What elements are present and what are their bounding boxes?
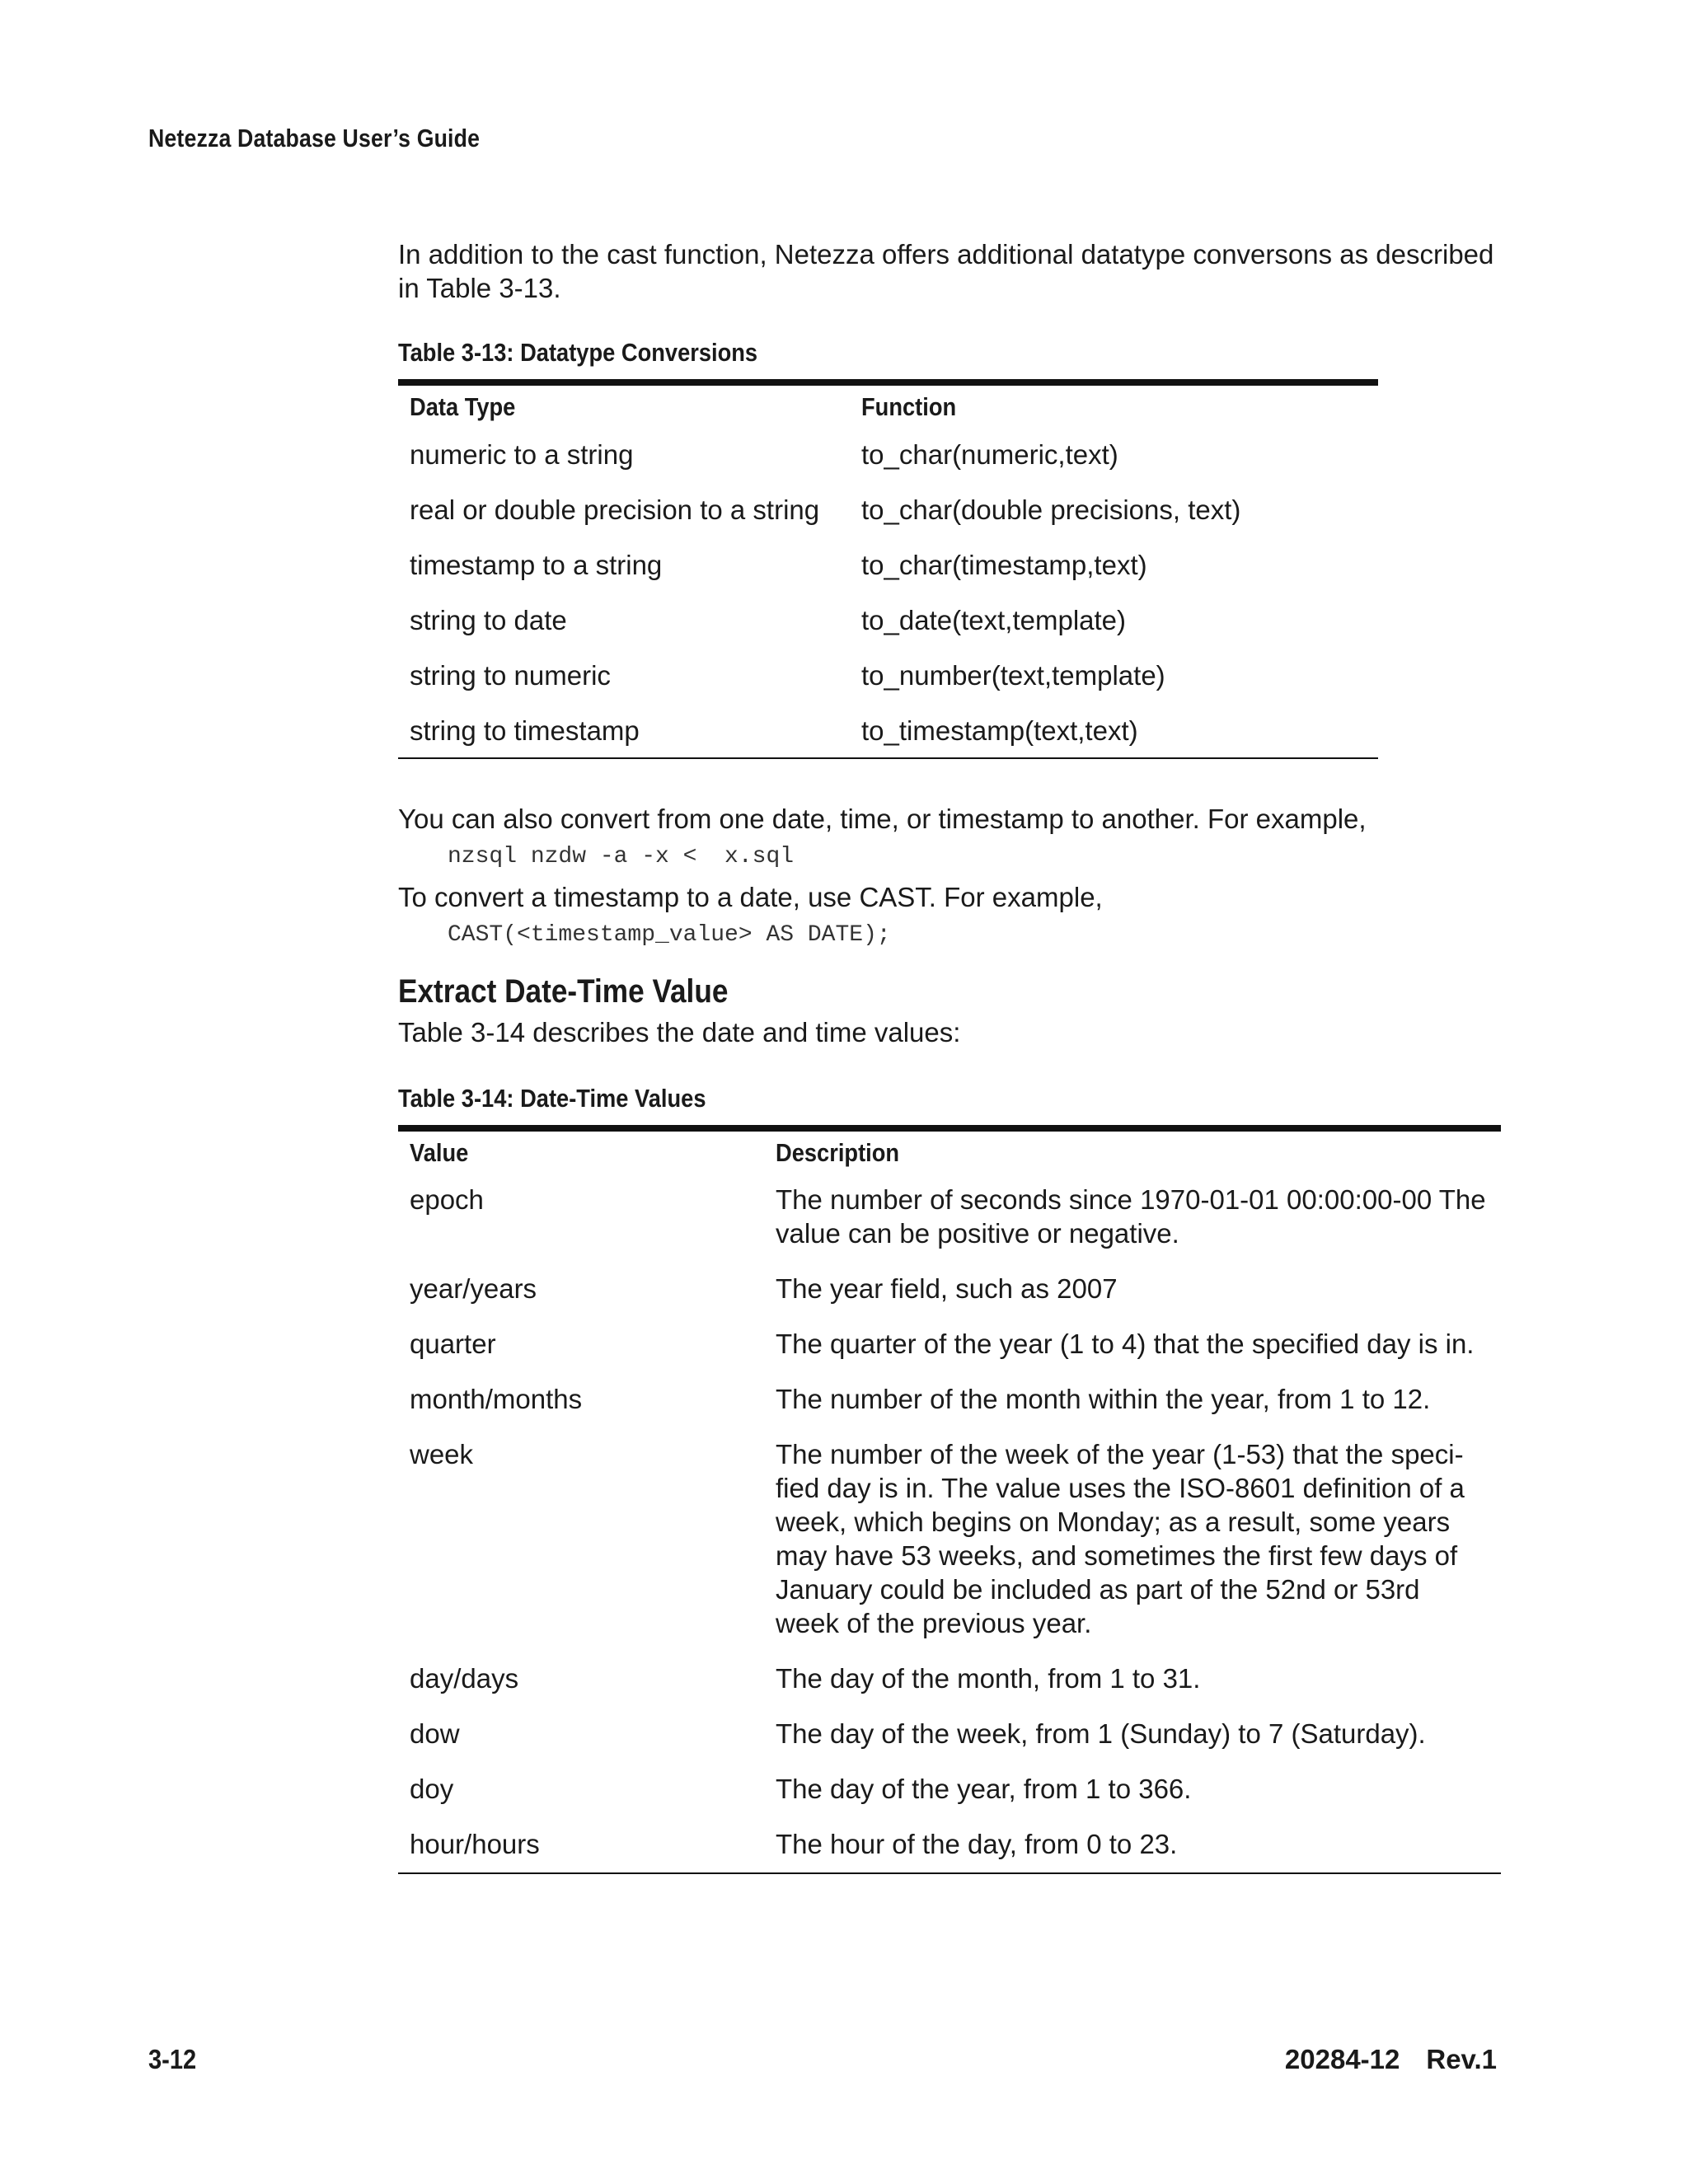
column-header-function: Function [861, 392, 957, 421]
value-cell: hour/hours [410, 1829, 540, 1859]
description-cell: The number of seconds since 1970-01-01 00:00:00-00 The value can be positive or negative. [776, 1184, 1486, 1249]
section-heading: Extract Date-Time Value [398, 973, 729, 1010]
table-row [398, 648, 1378, 703]
value-cell: dow [410, 1718, 460, 1749]
description-cell: The year field, such as 2007 [776, 1273, 1118, 1304]
code-example-nzsql: nzsql nzdw -a -x < x.sql [448, 844, 795, 869]
intro-paragraph: In addition to the cast function, Netezza offers additional datatype conversons as described in Table 3-13. [398, 239, 1494, 303]
table-row [398, 1262, 1501, 1317]
column-header-description: Description [776, 1138, 900, 1167]
table-row [398, 1317, 1501, 1372]
value-cell: quarter [410, 1329, 496, 1359]
date-time-values-table [398, 1125, 1501, 1874]
data-type-cell: string to date [410, 605, 567, 635]
table-row [398, 1762, 1501, 1817]
value-cell: epoch [410, 1184, 484, 1215]
value-cell: doy [410, 1774, 454, 1804]
value-cell: week [410, 1439, 474, 1469]
function-cell: to_char(timestamp,text) [861, 550, 1147, 580]
table-row [398, 1173, 1501, 1262]
function-cell: to_date(text,template) [861, 605, 1127, 635]
description-cell: The quarter of the year (1 to 4) that the specified day is in. [776, 1329, 1475, 1359]
section-intro: Table 3-14 describes the date and time values: [398, 1017, 961, 1047]
table-row [398, 1372, 1501, 1427]
value-cell: month/months [410, 1384, 583, 1414]
data-type-cell: string to numeric [410, 660, 611, 691]
function-cell: to_char(numeric,text) [861, 439, 1118, 470]
page-content [398, 237, 1503, 1874]
value-cell: day/days [410, 1663, 519, 1694]
convert-paragraph: You can also convert from one date, time, or timestamp to another. For example, [398, 804, 1367, 834]
revision: Rev.1 [1426, 2044, 1497, 2074]
column-header-data-type: Data Type [410, 392, 516, 421]
page-number: 3-12 [148, 2044, 197, 2074]
table-header-row [398, 1128, 1501, 1173]
data-type-cell: timestamp to a string [410, 550, 663, 580]
description-cell: The day of the year, from 1 to 366. [776, 1774, 1192, 1804]
table-14-caption: Table 3-14: Date-Time Values [398, 1084, 706, 1113]
data-type-cell: string to timestamp [410, 715, 640, 746]
data-type-cell: real or double precision to a string [410, 494, 820, 525]
datatype-conversions-table [398, 379, 1378, 759]
description-cell: The day of the week, from 1 (Sunday) to 7 (Saturday). [776, 1718, 1426, 1749]
value-cell: year/years [410, 1273, 537, 1304]
table-row [398, 1817, 1501, 1873]
doc-number: 20284-12 [1284, 2044, 1400, 2074]
table-row [398, 593, 1378, 648]
running-header: Netezza Database User’s Guide [148, 124, 481, 152]
description-cell: The day of the month, from 1 to 31. [776, 1663, 1201, 1694]
table-row [398, 703, 1378, 758]
table-13-caption: Table 3-13: Datatype Conversions [398, 338, 758, 367]
table-row [398, 1427, 1501, 1652]
function-cell: to_number(text,template) [861, 660, 1165, 691]
description-cell: The hour of the day, from 0 to 23. [776, 1829, 1178, 1859]
table-row [398, 1707, 1501, 1762]
function-cell: to_char(double precisions, text) [861, 494, 1241, 525]
description-cell: The number of the month within the year, from 1 to 12. [776, 1384, 1431, 1414]
data-type-cell: numeric to a string [410, 439, 634, 470]
table-row [398, 482, 1378, 537]
document-number [1285, 2044, 1497, 2075]
cast-paragraph: To convert a timestamp to a date, use CAST. For example, [398, 882, 1103, 912]
table-row [398, 1652, 1501, 1707]
code-example-cast: CAST(<timestamp_value> AS DATE); [448, 922, 891, 948]
description-cell: The number of the week of the year (1-53) that the speci-fied day is in. The value uses the ISO-8601 definition of a week, which begins on Monday; as a result, some years may have 53 weeks, and sometimes the first few days of January could be included as part of the 52nd or 53rd week of the previous year. [776, 1439, 1465, 1638]
table-row [398, 537, 1378, 593]
column-header-value: Value [410, 1138, 469, 1167]
function-cell: to_timestamp(text,text) [861, 715, 1138, 746]
table-row [398, 427, 1378, 482]
table-header-row [398, 382, 1378, 427]
